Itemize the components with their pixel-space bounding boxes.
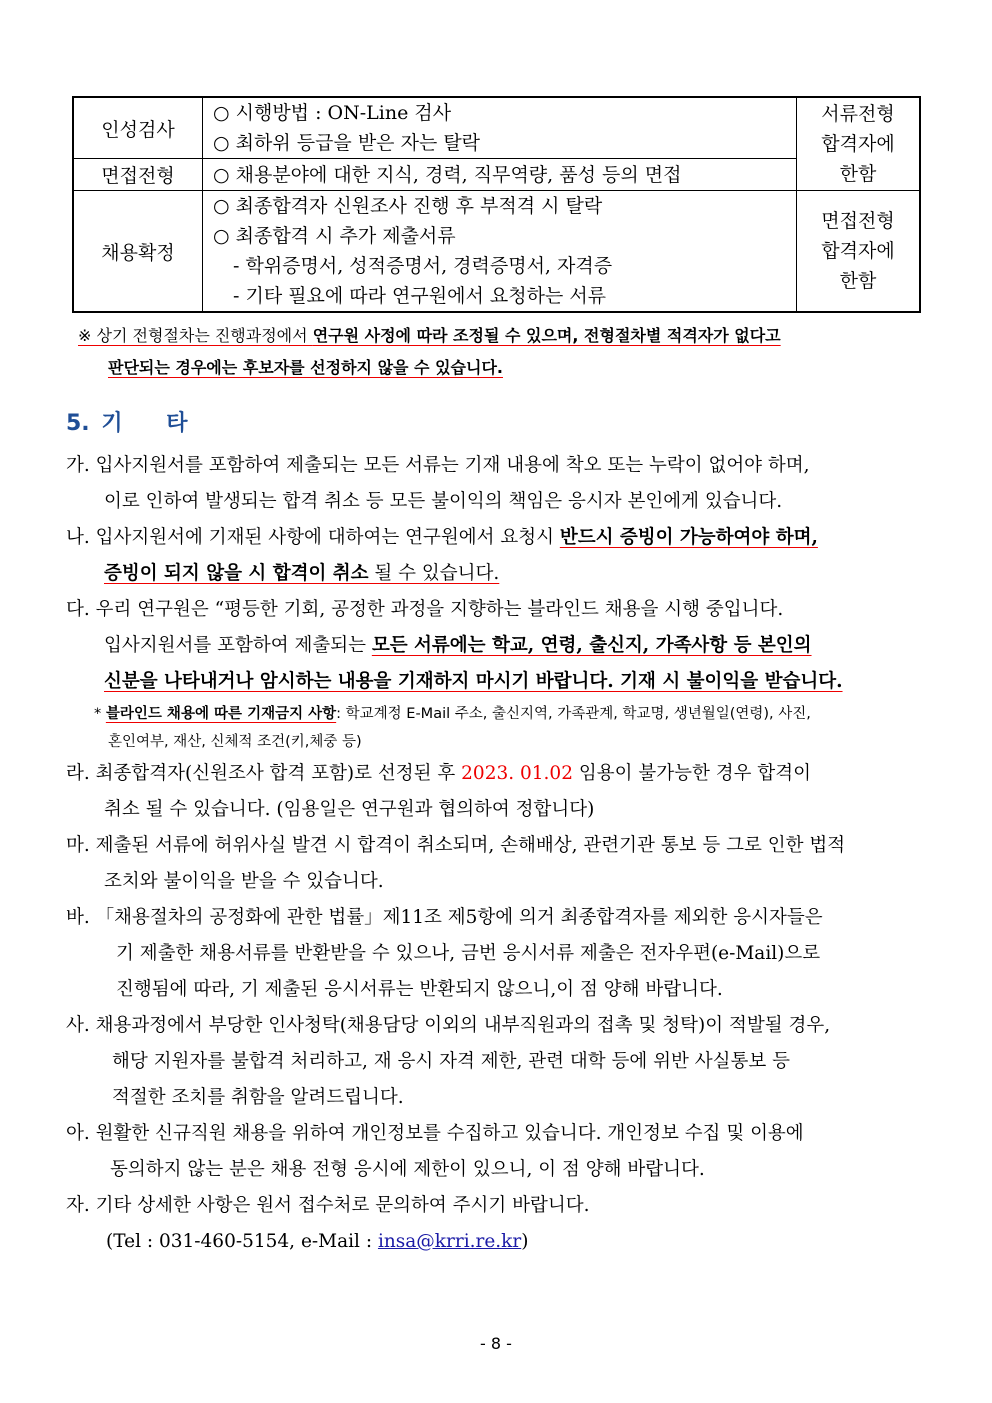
page-number: - 8 - xyxy=(480,1334,512,1353)
item-line: 이로 인하여 발생되는 합격 취소 등 모든 불이익의 책임은 응시자 본인에게 있습니다. xyxy=(104,491,783,512)
notice-bold: 판단되는 경우에는 후보자를 선정하지 않을 수 있습니다. xyxy=(108,358,503,377)
item-text: 임용이 불가능한 경우 합격이 xyxy=(572,763,811,784)
content-line: ○ 최하위 등급을 받은 자는 탈락 xyxy=(213,132,481,154)
item-line: 자. 기타 상세한 사항은 원서 접수처로 문의하여 주시기 바랍니다. xyxy=(66,1195,590,1216)
content-line: ○ 채용분야에 대한 지식, 경력, 직무역량, 품성 등의 면접 xyxy=(213,163,682,186)
process-notice xyxy=(78,320,938,384)
list-item xyxy=(66,756,936,828)
list-item xyxy=(66,828,936,900)
list-item xyxy=(66,520,936,592)
note-line: 한함 xyxy=(839,163,877,185)
list-item xyxy=(66,1116,936,1188)
contact-line xyxy=(66,1224,936,1260)
item-emphasis: 반드시 증빙이 가능하여야 하며, xyxy=(559,527,818,548)
item-text: 나. 입사지원서에 기재된 사항에 대하여는 연구원에서 요청시 xyxy=(66,527,560,548)
item-line xyxy=(66,756,936,792)
item-line: 바. 「채용절차의 공정화에 관한 법률」제11조 제5항에 의거 최종합격자를 제외한 응시자들은 xyxy=(66,907,823,928)
section-number: 5. xyxy=(66,411,90,436)
item-line: 아. 원활한 신규직원 채용을 위하여 개인정보를 수집하고 있습니다. 개인정보 수집 및 이용에 xyxy=(66,1123,804,1144)
item-line: 가. 입사지원서를 포함하여 제출되는 모든 서류는 기재 내용에 착오 또는 누락이 없어야 하며, xyxy=(66,455,810,476)
item-line xyxy=(66,664,936,700)
content-line: ○ 최종합격 시 추가 제출서류 xyxy=(213,225,456,247)
note-line: 한함 xyxy=(839,270,877,292)
item-line: 조치와 불이익을 받을 수 있습니다. xyxy=(104,871,384,892)
note-line: 혼인여부, 재산, 신체적 조건(키,체중 등) xyxy=(108,734,362,750)
row-note xyxy=(797,191,921,313)
item-text: 라. 최종합격자(신원조사 합격 포함)로 선정된 후 xyxy=(66,763,462,784)
appointment-date: 2023. 01.02 xyxy=(461,763,573,784)
item-text: 될 수 있습니다. xyxy=(368,563,500,584)
email-link[interactable]: insa@krri.re.kr xyxy=(377,1231,522,1252)
item-text: 입사지원서를 포함하여 제출되는 xyxy=(104,635,372,656)
row-title: 채용확정 xyxy=(73,191,203,313)
table-row xyxy=(73,191,920,313)
content-subline: - 학위증명서, 성적증명서, 경력증명서, 자격증 xyxy=(233,255,613,277)
note-text: : 학교계정 E-Mail 주소, 출신지역, 가족관계, 학교명, 생년월일(연령), 사진, xyxy=(336,706,811,722)
content-line: ○ 시행방법 : ON-Line 검사 xyxy=(213,102,452,124)
note-line: 합격자에 xyxy=(821,240,895,262)
note-line xyxy=(94,700,936,728)
item-line: 동의하지 않는 분은 채용 전형 응시에 제한이 있으니, 이 점 양해 바랍니다. xyxy=(110,1159,705,1180)
row-content xyxy=(203,191,797,313)
section-title-char: 기 xyxy=(101,411,123,436)
list-item xyxy=(66,900,936,1008)
item-line: 사. 채용과정에서 부당한 인사청탁(채용담당 이외의 내부직원과의 접촉 및 청탁)이 적발될 경우, xyxy=(66,1015,831,1036)
list-item xyxy=(66,448,936,520)
item-emphasis: 모든 서류에는 학교, 연령, 출신지, 가족사항 등 본인의 xyxy=(371,635,812,656)
notice-line xyxy=(78,352,938,384)
notice-prefix: ※ 상기 전형절차는 진행과정에서 xyxy=(78,326,313,345)
list-item xyxy=(66,1188,936,1260)
item-line xyxy=(66,628,936,664)
row-content xyxy=(203,97,797,159)
row-title: 면접전형 xyxy=(73,159,203,191)
item-line xyxy=(66,520,936,556)
note-emphasis: 블라인드 채용에 따른 기재금지 사항 xyxy=(105,706,337,722)
item-line: 다. 우리 연구원은 “평등한 기회, 공정한 과정을 지향하는 블라인드 채용을 시행 중입니다. xyxy=(66,599,784,620)
note-line: 면접전형 xyxy=(821,210,895,232)
list-item xyxy=(66,1008,936,1116)
item-line: 해당 지원자를 불합격 처리하고, 재 응시 자격 제한, 관련 대학 등에 위반 사실통보 등 xyxy=(112,1051,790,1072)
section-heading xyxy=(66,406,188,437)
item-line: 취소 될 수 있습니다. (임용일은 연구원과 협의하여 정합니다) xyxy=(104,799,595,820)
note-line: 서류전형 xyxy=(821,103,895,125)
contact-text: ) xyxy=(521,1231,529,1252)
notice-line xyxy=(78,320,938,352)
section-title-char: 타 xyxy=(166,411,188,436)
row-title: 인성검사 xyxy=(73,97,203,159)
content-subline: - 기타 필요에 따라 연구원에서 요청하는 서류 xyxy=(233,285,607,307)
note-line: 합격자에 xyxy=(821,133,895,155)
selection-process-table xyxy=(72,96,921,313)
item-emphasis: 증빙이 되지 않을 시 합격이 취소 xyxy=(104,563,369,584)
table-row xyxy=(73,97,920,159)
row-note xyxy=(797,97,921,191)
item-line: 마. 제출된 서류에 허위사실 발견 시 합격이 취소되며, 손해배상, 관련기관 통보 등 그로 인한 법적 xyxy=(66,835,846,856)
item-line: 진행됨에 따라, 기 제출된 응시서류는 반환되지 않으니,이 점 양해 바랍니다. xyxy=(116,979,723,1000)
list-item xyxy=(66,592,936,756)
table-row xyxy=(73,159,920,191)
item-line xyxy=(66,556,936,592)
note-bullet: * xyxy=(94,706,106,722)
etc-items xyxy=(66,448,936,1260)
item-emphasis: 신분을 나타내거나 암시하는 내용을 기재하지 마시기 바랍니다. 기재 시 불이익을 받습니다. xyxy=(104,671,843,692)
notice-bold: 연구원 사정에 따라 조정될 수 있으며, 전형절차별 적격자가 없다고 xyxy=(312,326,781,345)
row-content xyxy=(203,159,797,191)
blind-recruit-note xyxy=(66,700,936,756)
item-line: 기 제출한 채용서류를 반환받을 수 있으나, 금번 응시서류 제출은 전자우편(e-Mail)으로 xyxy=(116,943,821,964)
content-line: ○ 최종합격자 신원조사 진행 후 부적격 시 탈락 xyxy=(213,195,603,217)
contact-text: (Tel : 031-460-5154, e-Mail : xyxy=(106,1231,378,1252)
item-line: 적절한 조치를 취함을 알려드립니다. xyxy=(112,1087,404,1108)
